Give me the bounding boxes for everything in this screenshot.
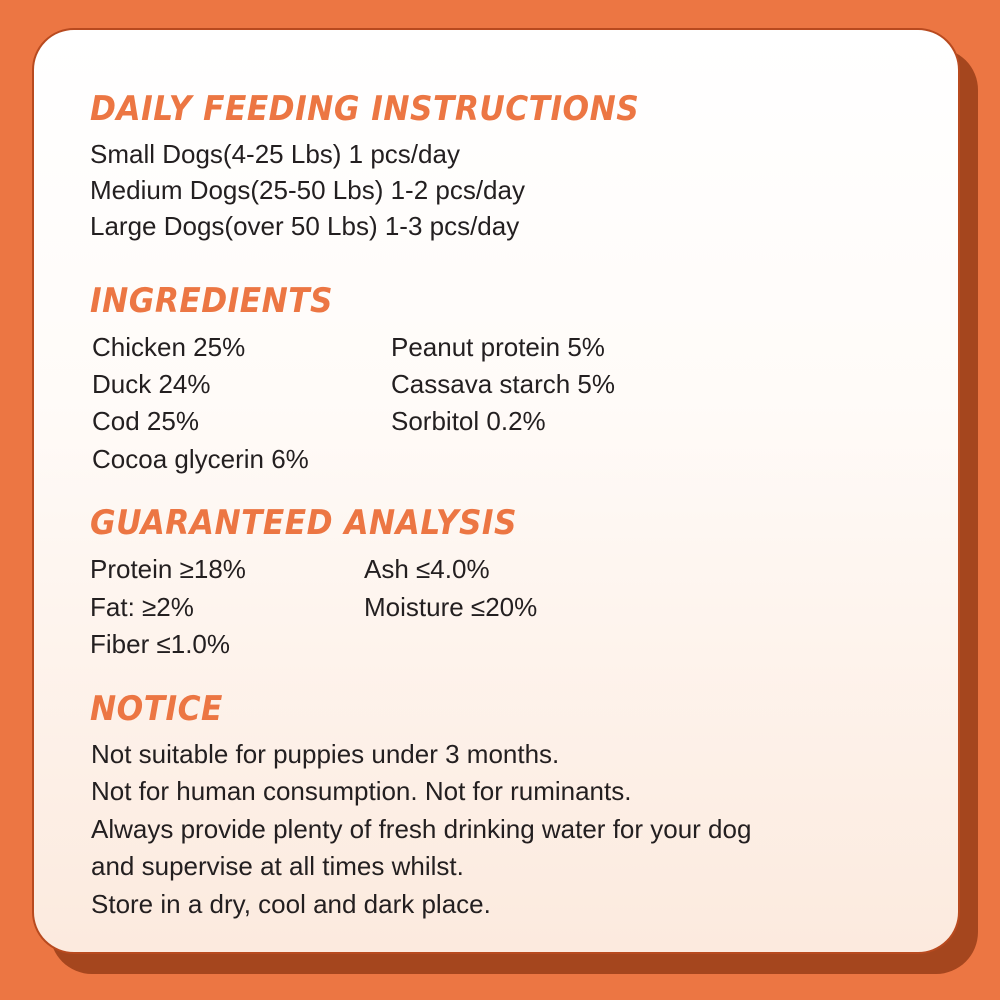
feeding-line: Medium Dogs(25-50 Lbs) 1-2 pcs/day (90, 175, 525, 205)
ingredient-item: Cassava starch 5% (391, 369, 615, 399)
notice-line: Not suitable for puppies under 3 months. (91, 739, 560, 769)
ingredient-item: Sorbitol 0.2% (391, 406, 546, 436)
analysis-item: Fat: ≥2% (90, 592, 194, 622)
notice-line: Store in a dry, cool and dark place. (91, 889, 491, 919)
notice-line: and supervise at all times whilst. (91, 851, 464, 881)
analysis-item: Ash ≤4.0% (364, 554, 490, 584)
analysis-item: Protein ≥18% (90, 554, 246, 584)
ingredient-item: Cocoa glycerin 6% (92, 444, 309, 474)
analysis-item: Fiber ≤1.0% (90, 629, 230, 659)
feeding-line: Small Dogs(4-25 Lbs) 1 pcs/day (90, 139, 460, 169)
ingredient-item: Duck 24% (92, 369, 211, 399)
ingredient-item: Peanut protein 5% (391, 332, 605, 362)
notice-line: Not for human consumption. Not for ruminants. (91, 776, 632, 806)
analysis-heading: GUARANTEED ANALYSIS (90, 503, 518, 543)
notice-line: Always provide plenty of fresh drinking water for your dog (91, 814, 752, 844)
ingredients-heading: INGREDIENTS (90, 281, 334, 321)
ingredient-item: Cod 25% (92, 406, 199, 436)
analysis-item: Moisture ≤20% (364, 592, 538, 622)
notice-heading: NOTICE (90, 689, 223, 729)
feeding-line: Large Dogs(over 50 Lbs) 1-3 pcs/day (90, 211, 520, 241)
feeding-heading: DAILY FEEDING INSTRUCTIONS (90, 89, 640, 129)
ingredient-item: Chicken 25% (92, 332, 246, 362)
